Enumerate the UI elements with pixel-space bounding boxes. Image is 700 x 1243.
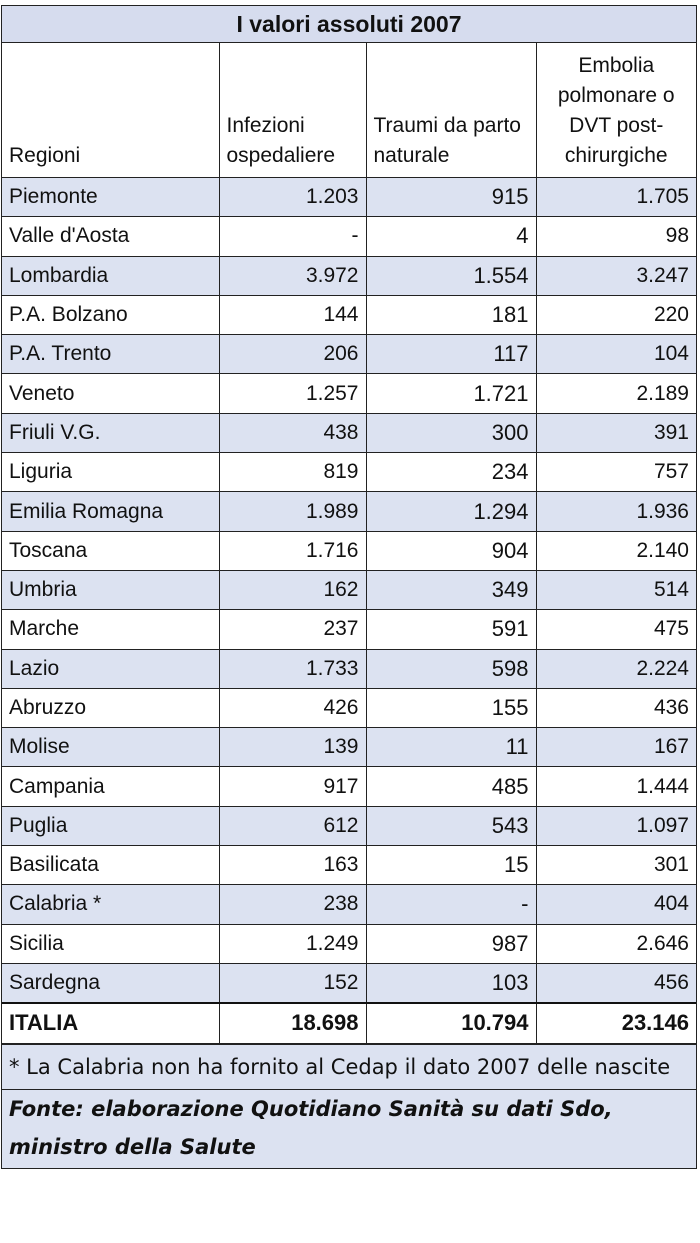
cell-infections: 139 <box>219 728 366 767</box>
column-header-infections: Infezioni ospedaliere <box>219 43 366 178</box>
table-body <box>2 178 696 1044</box>
cell-region: Piemonte <box>2 178 219 217</box>
cell-infections: 163 <box>219 846 366 885</box>
regions-table <box>2 43 696 1044</box>
table-row <box>2 846 696 885</box>
cell-birth-trauma: 181 <box>366 295 536 334</box>
table-row <box>2 374 696 413</box>
cell-region: Campania <box>2 767 219 806</box>
table-row <box>2 649 696 688</box>
cell-infections: 206 <box>219 335 366 374</box>
cell-region: Friuli V.G. <box>2 413 219 452</box>
table-row <box>2 492 696 531</box>
data-table-frame <box>1 5 697 1169</box>
table-row <box>2 453 696 492</box>
table-row <box>2 295 696 334</box>
cell-infections: 1.733 <box>219 649 366 688</box>
header-row <box>2 43 696 178</box>
cell-embolism: 757 <box>536 453 696 492</box>
cell-infections: 238 <box>219 885 366 924</box>
cell-infections: 1.249 <box>219 924 366 963</box>
cell-embolism: 104 <box>536 335 696 374</box>
cell-region: Molise <box>2 728 219 767</box>
table-row <box>2 963 696 1003</box>
table-row <box>2 728 696 767</box>
cell-region: Marche <box>2 610 219 649</box>
cell-embolism: 1.097 <box>536 806 696 845</box>
cell-embolism: 23.146 <box>536 1003 696 1043</box>
cell-region: P.A. Bolzano <box>2 295 219 334</box>
cell-embolism: 1.936 <box>536 492 696 531</box>
cell-embolism: 436 <box>536 688 696 727</box>
cell-region: P.A. Trento <box>2 335 219 374</box>
cell-embolism: 3.247 <box>536 256 696 295</box>
table-row <box>2 413 696 452</box>
cell-birth-trauma: 485 <box>366 767 536 806</box>
cell-embolism: 167 <box>536 728 696 767</box>
cell-region: Lazio <box>2 649 219 688</box>
cell-embolism: 2.224 <box>536 649 696 688</box>
cell-birth-trauma: 349 <box>366 570 536 609</box>
cell-embolism: 456 <box>536 963 696 1003</box>
cell-embolism: 475 <box>536 610 696 649</box>
cell-embolism: 301 <box>536 846 696 885</box>
cell-embolism: 391 <box>536 413 696 452</box>
table-row <box>2 256 696 295</box>
cell-embolism: 514 <box>536 570 696 609</box>
cell-birth-trauma: 10.794 <box>366 1003 536 1043</box>
cell-birth-trauma: 987 <box>366 924 536 963</box>
footnote: * La Calabria non ha fornito al Cedap il dato 2007 delle nascite <box>2 1044 696 1089</box>
table-row <box>2 610 696 649</box>
cell-birth-trauma: 1.294 <box>366 492 536 531</box>
cell-birth-trauma: 1.554 <box>366 256 536 295</box>
table-row <box>2 924 696 963</box>
cell-infections: 917 <box>219 767 366 806</box>
cell-birth-trauma: 543 <box>366 806 536 845</box>
cell-birth-trauma: 103 <box>366 963 536 1003</box>
cell-infections: 1.989 <box>219 492 366 531</box>
table-row <box>2 531 696 570</box>
table-title: I valori assoluti 2007 <box>2 6 696 43</box>
cell-embolism: 1.705 <box>536 178 696 217</box>
cell-birth-trauma: 1.721 <box>366 374 536 413</box>
cell-region: Toscana <box>2 531 219 570</box>
source-note: Fonte: elaborazione Quotidiano Sanità su dati Sdo, ministro della Salute <box>2 1089 696 1168</box>
cell-infections: 18.698 <box>219 1003 366 1043</box>
cell-embolism: 2.189 <box>536 374 696 413</box>
table-row <box>2 767 696 806</box>
cell-region: Valle d'Aosta <box>2 217 219 256</box>
cell-region: Emilia Romagna <box>2 492 219 531</box>
cell-embolism: 98 <box>536 217 696 256</box>
table-row <box>2 570 696 609</box>
cell-region: Sardegna <box>2 963 219 1003</box>
table-row <box>2 806 696 845</box>
cell-birth-trauma: 117 <box>366 335 536 374</box>
cell-infections: 1.257 <box>219 374 366 413</box>
table-row <box>2 885 696 924</box>
table-row <box>2 178 696 217</box>
cell-birth-trauma: 904 <box>366 531 536 570</box>
cell-region: Veneto <box>2 374 219 413</box>
cell-infections: 237 <box>219 610 366 649</box>
cell-infections: 1.203 <box>219 178 366 217</box>
cell-region: Basilicata <box>2 846 219 885</box>
cell-embolism: 220 <box>536 295 696 334</box>
cell-birth-trauma: - <box>366 885 536 924</box>
cell-infections: 162 <box>219 570 366 609</box>
column-header-embolism: Embolia polmonare o DVT post-chirurgiche <box>536 43 696 178</box>
cell-region: Abruzzo <box>2 688 219 727</box>
cell-birth-trauma: 598 <box>366 649 536 688</box>
table-row <box>2 335 696 374</box>
cell-region: Sicilia <box>2 924 219 963</box>
cell-birth-trauma: 591 <box>366 610 536 649</box>
cell-embolism: 1.444 <box>536 767 696 806</box>
cell-birth-trauma: 300 <box>366 413 536 452</box>
cell-infections: 612 <box>219 806 366 845</box>
cell-birth-trauma: 15 <box>366 846 536 885</box>
cell-birth-trauma: 915 <box>366 178 536 217</box>
cell-region: Liguria <box>2 453 219 492</box>
cell-region: Puglia <box>2 806 219 845</box>
cell-embolism: 404 <box>536 885 696 924</box>
cell-embolism: 2.140 <box>536 531 696 570</box>
cell-birth-trauma: 11 <box>366 728 536 767</box>
cell-region: Umbria <box>2 570 219 609</box>
cell-birth-trauma: 155 <box>366 688 536 727</box>
column-header-region: Regioni <box>2 43 219 178</box>
table-row <box>2 217 696 256</box>
cell-infections: 426 <box>219 688 366 727</box>
cell-region: Calabria * <box>2 885 219 924</box>
column-header-birth-trauma: Traumi da parto naturale <box>366 43 536 178</box>
cell-infections: 152 <box>219 963 366 1003</box>
cell-region: Lombardia <box>2 256 219 295</box>
total-row <box>2 1003 696 1043</box>
cell-region: ITALIA <box>2 1003 219 1043</box>
cell-embolism: 2.646 <box>536 924 696 963</box>
cell-birth-trauma: 4 <box>366 217 536 256</box>
cell-infections: - <box>219 217 366 256</box>
cell-infections: 3.972 <box>219 256 366 295</box>
cell-birth-trauma: 234 <box>366 453 536 492</box>
cell-infections: 144 <box>219 295 366 334</box>
table-row <box>2 688 696 727</box>
cell-infections: 819 <box>219 453 366 492</box>
cell-infections: 1.716 <box>219 531 366 570</box>
cell-infections: 438 <box>219 413 366 452</box>
